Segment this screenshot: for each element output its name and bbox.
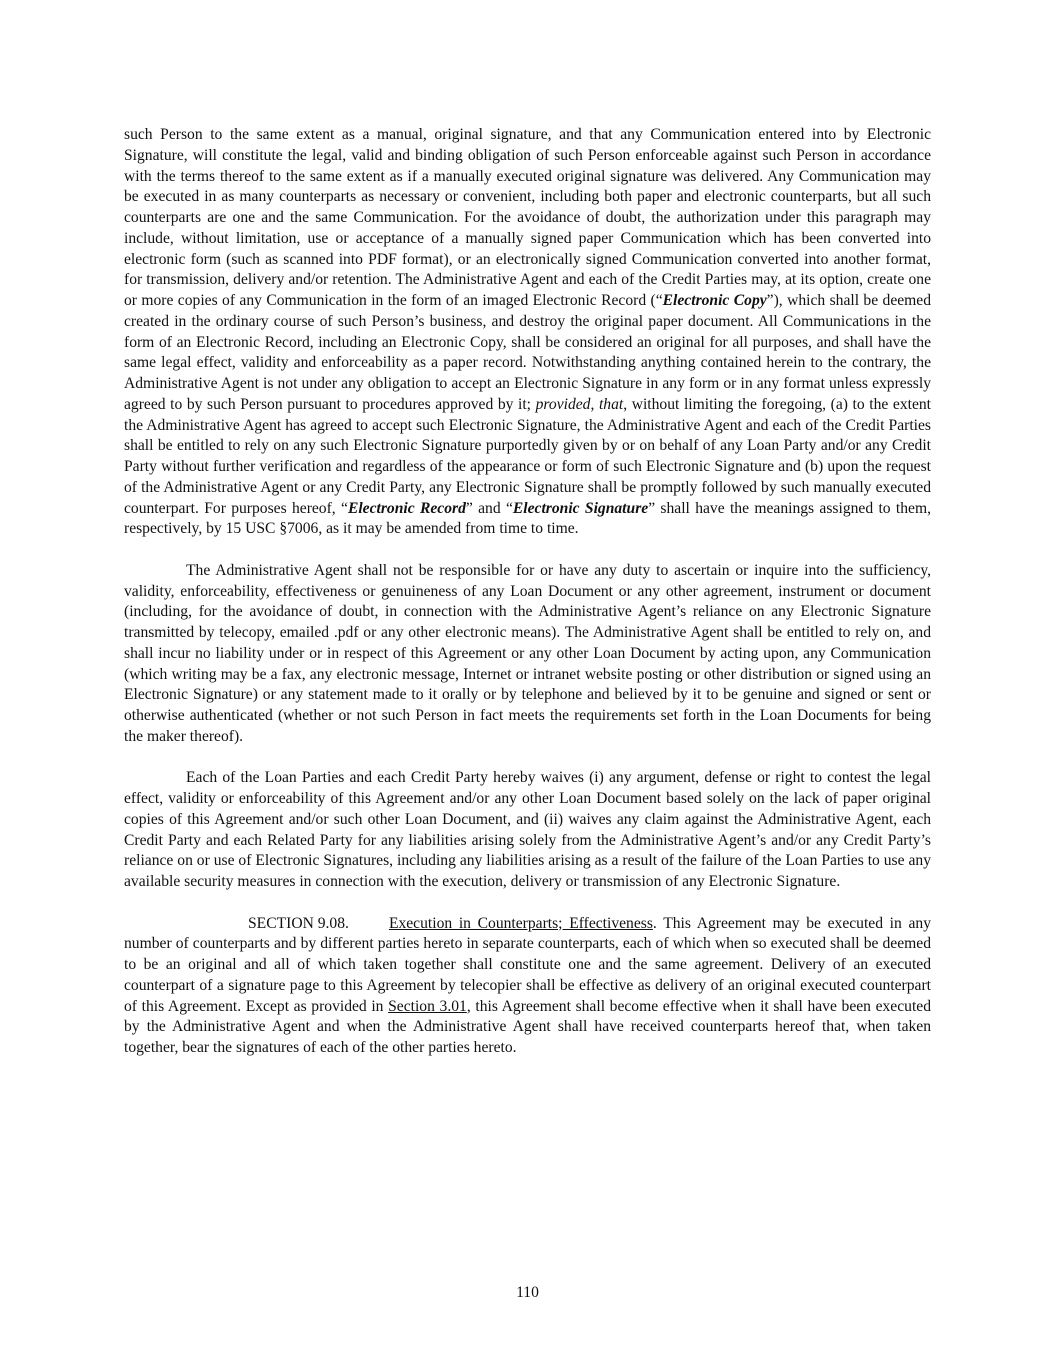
paragraph-electronic-signatures [124, 125, 931, 540]
paragraph-text: , [590, 395, 599, 413]
paragraph-text: ” shall have the meanings assigned to them, respectively, by 15 USC §7006, as it may be amended from time to time. [124, 499, 931, 538]
section-text: , this Agreement shall become effective when it shall have been executed by the Administrative Agent and when the Administrative Agent shall have received counterparts hereof that, when taken together, bear the signatures of each of the other parties hereto. [124, 997, 932, 1056]
defined-term-electronic-copy: Electronic Copy [662, 292, 767, 309]
section-text: This Agreement may be executed in any number of counterparts and by different parties hereto in separate counterparts, each of which when so executed shall be deemed to be an original and all of which taken together shall constitute one and the same agreement. Delivery of an executed counterpart of a signature page to this Agreement by telecopier shall be effective as delivery of an original executed counterpart of this Agreement. Except as provided in [124, 914, 931, 1015]
defined-term-electronic-signature: Electronic Signature [512, 499, 649, 517]
section-cross-reference: Section 3.01 [388, 997, 467, 1015]
section-9-08 [124, 914, 931, 1059]
section-title-period: . [652, 914, 657, 932]
paragraph-text: ” and “ [465, 499, 513, 517]
document-body [124, 125, 931, 1059]
page-number: 110 [516, 1284, 539, 1301]
section-title: Execution in Counterparts; Effectiveness [388, 914, 653, 932]
italic-provided: provided [535, 395, 591, 413]
paragraph-text: , without limiting the foregoing, (a) to the extent the Administrative Agent has agreed to accept such Electronic Signature, the Administrative Agent and each of the Credit Parties shall be entitled to rely on any such Electronic Signature purportedly given by or on behalf of any Loan Party and/or any Credit Party without further verification and regardless of the appearance or form of such Electronic Signature and (b) upon the request of the Administrative Agent or any Credit Party, any Electronic Signature shall be promptly followed by such manually executed counterpart. For purposes hereof, “ [124, 395, 931, 517]
defined-term-electronic-record: Electronic Record [347, 499, 466, 517]
paragraph-waiver: Each of the Loan Parties and each Credit Party hereby waives (i) any argument, defense or right to contest the legal effect, validity or enforceability of this Agreement and/or any other Loan Document based solely on the lack of paper original copies of this Agreement and/or such other Loan Document, and (ii) waives any claim against the Administrative Agent, each Credit Party and each Related Party for any liabilities arising solely from the Administrative Agent’s and/or any Credit Party’s reliance on or use of Electronic Signatures, including any liabilities arising as a result of the failure of the Loan Parties to use any available security measures in connection with the execution, delivery or transmission of any Electronic Signature. [124, 769, 931, 890]
paragraph-text: ”), which shall be deemed created in the ordinary course of such Person’s business, and destroy the original paper document. All Communications in the form of an Electronic Record, including an Electronic Copy, shall be considered an original for all purposes, and shall have the same legal effect, validity and enforceability as a paper record. Notwithstanding anything contained herein to the contrary, the Administrative Agent is not under any obligation to accept an Electronic Signature in any form or in any format unless expressly agreed to by such Person pursuant to procedures approved by it; [124, 292, 932, 413]
paragraph-text: such Person to the same extent as a manual, original signature, and that any Communication entered into by Electronic Signature, will constitute the legal, valid and binding obligation of such Person enforceable against such Person in accordance with the terms thereof to the same extent as if a manually executed original signature was delivered. Any Communication may be executed in as many counterparts as necessary or convenient, including both paper and electronic counterparts, but all such counterparts are one and the same Communication. For the avoidance of doubt, the authorization under this paragraph may include, without limitation, use or acceptance of a manually signed paper Communication which has been converted into electronic form (such as scanned into PDF format), or an electronically signed Communication converted into another format, for transmission, delivery and/or retention. The Administrative Agent and each of the Credit Parties may, at its option, create one or more copies of any Communication in the form of an imaged Electronic Record (“ [124, 126, 931, 309]
italic-that: that [598, 395, 624, 413]
section-number: SECTION 9.08. [248, 914, 349, 932]
paragraph-agent-not-responsible: The Administrative Agent shall not be responsible for or have any duty to ascertain or inquire into the sufficiency, validity, enforceability, effectiveness or genuineness of any Loan Document or any other agreement, instrument or document (including, for the avoidance of doubt, in connection with the Administrative Agent’s reliance on any Electronic Signature transmitted by telecopy, emailed .pdf or any other electronic means). The Administrative Agent shall be entitled to rely on, and shall incur no liability under or in respect of this Agreement or any other Loan Document by acting upon, any Communication (which writing may be a fax, any electronic message, Internet or intranet website posting or other distribution or signed using an Electronic Signature) or any statement made to it orally or by telephone and believed by it to be genuine and signed or sent or otherwise authenticated (whether or not such Person in fact meets the requirements set forth in the Loan Documents for being the maker thereof). [124, 561, 931, 745]
